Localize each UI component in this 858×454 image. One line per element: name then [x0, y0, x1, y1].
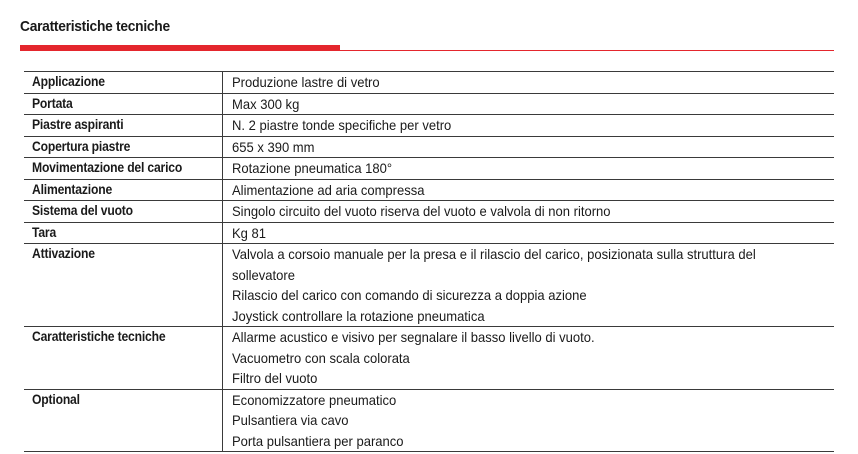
value-line: Max 300 kg: [231, 95, 299, 112]
table-row-copertura-piastre: [24, 136, 834, 158]
row-label: Applicazione: [32, 74, 105, 89]
row-value: [222, 244, 834, 327]
value-line: sollevatore: [231, 266, 295, 283]
row-label: Piastre aspiranti: [32, 117, 124, 132]
specifications-table: [24, 71, 834, 452]
row-value: [222, 201, 834, 223]
value-line: N. 2 piastre tonde specifiche per vetro: [231, 117, 451, 133]
table-row-applicazione: [24, 72, 834, 94]
row-value: [222, 389, 834, 452]
title-divider-line: [340, 50, 834, 51]
value-line: Singolo circuito del vuoto riserva del vuoto e valvola di non ritorno: [231, 203, 611, 219]
value-line: Rotazione pneumatica 180°: [231, 160, 392, 176]
value-line: Porta pulsantiera per paranco: [231, 432, 404, 449]
row-label: Tara: [32, 224, 57, 240]
value-line: Vacuometro con scala colorata: [231, 349, 410, 366]
value-line: Alimentazione ad aria compressa: [231, 181, 425, 198]
row-value: [222, 115, 834, 137]
table-row-piastre-aspiranti: [24, 115, 834, 137]
table-row-movimentazione: [24, 158, 834, 180]
table-row-portata: [24, 93, 834, 115]
row-label: Attivazione: [32, 246, 95, 261]
row-label: Sistema del vuoto: [32, 203, 133, 218]
row-value: [222, 222, 834, 244]
value-line: Kg 81: [231, 224, 266, 241]
row-label: Caratteristiche tecniche: [32, 329, 166, 344]
value-line: Valvola a corsoio manuale per la presa e il rilascio del carico, posizionata sulla struttura del: [231, 246, 756, 262]
section-title: Caratteristiche tecniche: [20, 18, 170, 35]
table-row-tara: [24, 222, 834, 244]
row-label: Alimentazione: [32, 181, 113, 197]
table-row-caratteristiche-tecniche: [24, 327, 834, 390]
row-value: [222, 136, 834, 158]
table-row-optional: [24, 389, 834, 452]
row-label: Optional: [32, 391, 80, 407]
table-row-attivazione: [24, 244, 834, 327]
row-value: [222, 93, 834, 115]
value-line: Filtro del vuoto: [231, 370, 317, 386]
table-row-alimentazione: [24, 179, 834, 201]
row-label: Portata: [32, 95, 73, 111]
table-row-sistema-vuoto: [24, 201, 834, 223]
value-line: Rilascio del carico con comando di sicurezza a doppia azione: [231, 287, 587, 303]
row-label: Copertura piastre: [32, 138, 131, 154]
row-value: [222, 158, 834, 180]
value-line: Allarme acustico e visivo per segnalare il basso livello di vuoto.: [231, 329, 595, 345]
row-label: Movimentazione del carico: [32, 160, 183, 175]
value-line: Pulsantiera via cavo: [231, 412, 349, 428]
title-accent-bar: [20, 45, 340, 51]
value-line: Produzione lastre di vetro: [231, 74, 380, 90]
row-value: [222, 179, 834, 201]
value-line: Economizzatore pneumatico: [231, 391, 396, 408]
value-line: Joystick controllare la rotazione pneumatica: [231, 307, 485, 324]
row-value: [222, 327, 834, 390]
value-line: 655 x 390 mm: [231, 138, 315, 155]
row-value: [222, 72, 834, 94]
